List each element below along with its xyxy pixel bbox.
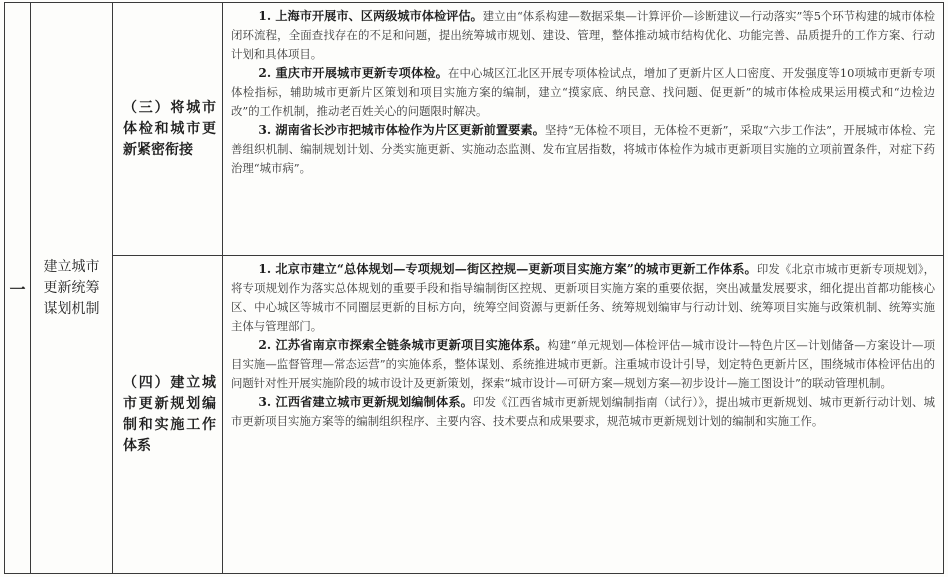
- section-heading-cell: [113, 256, 223, 574]
- list-item: [231, 393, 935, 431]
- item-lead: 2. 重庆市开展城市更新专项体检。: [258, 66, 448, 80]
- category-cell: [31, 3, 113, 574]
- section-body-cell: [223, 3, 944, 256]
- item-text: 建立由“体系构建—数据采集—计算评价—诊断建议—行动落实”等5个环节构建的城市体检闭环流程，全面查找存在的不足和问题，提出统筹城市规划、建设、管理，整体推动城市结构优化、功能完善、品质提升的工作方案、行动计划和具体项目。: [231, 9, 935, 61]
- item-text: 坚持“无体检不项目，无体检不更新”，采取“六步工作法”，开展城市体检、完善组织机制、编制规划计划、分类实施更新、实施动态监测、发布宜居指数，将城市体检作为城市更新项目实施的立项前置条件，对症下药治理“城市病”。: [231, 123, 935, 175]
- row-number-cell: [5, 3, 31, 574]
- item-text: 印发《北京市城市更新专项规划》，将专项规划作为落实总体规划的重要手段和指导编制街区控规、更新项目实施方案的重要依据，突出减量发展要求，细化提出首都功能核心区、中心城区等城市不同圈层更新的目标方向，统筹空间资源与更新任务、统筹规划编审与行动计划、统筹项目实施与政策机制、统筹实施主体与管理部门。: [231, 262, 935, 333]
- list-item: [231, 260, 935, 336]
- list-item: [231, 7, 935, 64]
- row-number: 一: [9, 279, 26, 299]
- policy-table: [4, 2, 944, 574]
- category-label: 建立城市更新统筹谋划机制: [43, 258, 100, 317]
- item-text: 印发《江西省城市更新规划编制指南（试行）》，提出城市更新规划、城市更新行动计划、城市更新项目实施方案等的编制组织程序、主要内容、技术要点和成果要求，规范城市更新规划计划的编制和实施工作。: [231, 395, 935, 428]
- item-lead: 2. 江苏省南京市探索全链条城市更新项目实施体系。: [258, 338, 548, 352]
- list-item: [231, 121, 935, 178]
- table-row: [5, 3, 944, 256]
- section-heading: （四）建立城市更新规划编制和实施工作体系: [123, 374, 216, 454]
- section-body-cell: [223, 256, 944, 574]
- item-lead: 3. 江西省建立城市更新规划编制体系。: [258, 395, 474, 409]
- section-heading-cell: [113, 3, 223, 256]
- item-lead: 1. 北京市建立“总体规划—专项规划—街区控规—更新项目实施方案”的城市更新工作体系。: [258, 262, 757, 276]
- item-lead: 1. 上海市开展市、区两级城市体检评估。: [258, 9, 483, 23]
- item-text: 构建“单元规划—体检评估—城市设计—特色片区—计划储备—方案设计—项目实施—监督管理—常态运营”的实施体系，整体谋划、系统推进城市更新。注重城市设计引导，划定特色更新片区，围绕城市体检评估出的问题针对性开展实施阶段的城市设计及更新策划，探索“城市设计—可研方案—规划方案—初步设计—施工图设计”的联动管理机制。: [231, 338, 936, 390]
- list-item: [231, 336, 935, 393]
- item-lead: 3. 湖南省长沙市把城市体检作为片区更新前置要素。: [258, 123, 545, 137]
- list-item: [231, 64, 935, 121]
- table-row: [5, 256, 944, 574]
- item-text: 在中心城区江北区开展专项体检试点，增加了更新片区人口密度、开发强度等10项城市更新专项体检指标，辅助城市更新片区策划和项目实施方案的编制，建立“摸家底、纳民意、找问题、促更新”的城市体检成果运用模式和“边检边改”的工作机制，推动老百姓关心的问题限时解决。: [231, 66, 935, 118]
- section-heading: （三）将城市体检和城市更新紧密衔接: [123, 99, 216, 158]
